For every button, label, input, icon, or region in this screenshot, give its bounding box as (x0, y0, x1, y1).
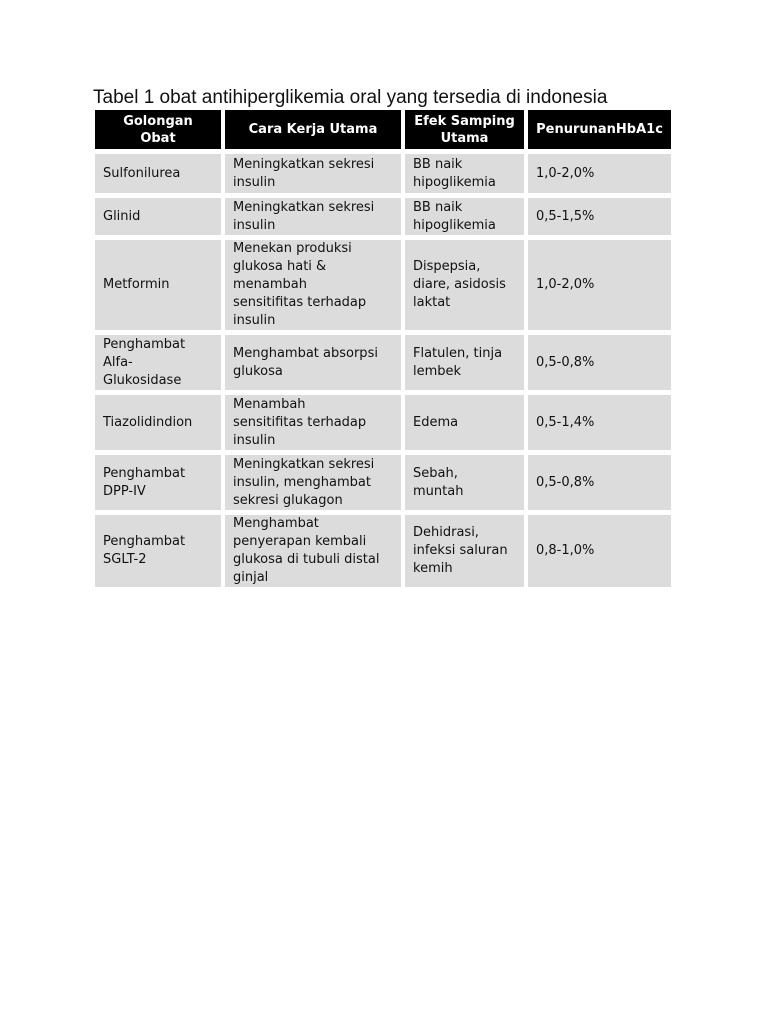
cell-text: 0,5-0,8% (536, 354, 595, 370)
cell-text: 1,0-2,0% (536, 277, 595, 292)
row-glinid-penurunan (528, 198, 671, 235)
row-tiazolidindion-penurunan (528, 395, 671, 450)
header-label: Golongan Obat (123, 113, 193, 146)
row-sulfonilurea-golongan (95, 154, 221, 193)
row-sglt-2-efek (405, 515, 524, 587)
row-alfa-glukosidase-efek (405, 335, 524, 390)
row-sulfonilurea-penurunan (528, 154, 671, 193)
cell-text: Menghambat penyerapan kembali glukosa di tubuli distal ginjal (233, 516, 380, 585)
row-dpp-iv-penurunan (528, 455, 671, 510)
cell-text: Meningkatkan sekresi insulin, menghambat sekresi glukagon (233, 456, 375, 508)
cell-text: Meningkatkan sekresi insulin (233, 156, 375, 190)
row-alfa-glukosidase-golongan (95, 335, 221, 390)
cell-text: Tiazolidindion (103, 414, 193, 430)
row-sglt-2-golongan (95, 515, 221, 587)
row-alfa-glukosidase-cara-kerja (225, 335, 401, 390)
cell-text: Dehidrasi, infeksi saluran kemih (413, 525, 508, 576)
drug-table (95, 110, 671, 587)
row-sulfonilurea-efek (405, 154, 524, 193)
cell-text: 0,5-1,5% (536, 208, 595, 224)
row-tiazolidindion-cara-kerja (225, 395, 401, 450)
row-glinid-efek (405, 198, 524, 235)
row-tiazolidindion-efek (405, 395, 524, 450)
row-metformin-golongan (95, 240, 221, 330)
cell-text: Sulfonilurea (103, 165, 181, 181)
cell-text: Dispepsia, diare, asidosis laktat (413, 259, 506, 310)
row-metformin-efek (405, 240, 524, 330)
cell-text: Menambah sensitifitas terhadap insulin (233, 396, 367, 448)
cell-text: Edema (413, 414, 459, 430)
cell-text: 0,8-1,0% (536, 543, 595, 558)
header-label: PenurunanHbA1c (536, 122, 663, 137)
cell-text: Sebah, muntah (413, 465, 464, 499)
header-label: Efek Samping Utama (414, 113, 515, 146)
row-sulfonilurea-cara-kerja (225, 154, 401, 193)
cell-text: Menekan produksi glukosa hati & menambah sensitifitas terhadap insulin (233, 241, 367, 328)
row-glinid-cara-kerja (225, 198, 401, 235)
table-caption: Tabel 1 obat antihiperglikemia oral yang tersedia di indonesia (93, 87, 608, 108)
cell-text: Penghambat SGLT-2 (103, 534, 186, 567)
cell-text: 0,5-0,8% (536, 474, 595, 490)
cell-text: 0,5-1,4% (536, 414, 595, 430)
row-alfa-glukosidase-penurunan (528, 335, 671, 390)
cell-text: 1,0-2,0% (536, 165, 595, 181)
row-sglt-2-penurunan (528, 515, 671, 587)
row-dpp-iv-efek (405, 455, 524, 510)
header-golongan-obat (95, 110, 221, 149)
cell-text: BB naik hipoglikemia (413, 156, 496, 190)
cell-text: Flatulen, tinja lembek (413, 345, 503, 379)
row-metformin-penurunan (528, 240, 671, 330)
header-penurunan-hba1c (528, 110, 671, 149)
row-sglt-2-cara-kerja (225, 515, 401, 587)
row-dpp-iv-golongan (95, 455, 221, 510)
cell-text: BB naik hipoglikemia (413, 199, 496, 233)
row-glinid-golongan (95, 198, 221, 235)
header-cara-kerja (225, 110, 401, 149)
cell-text: Penghambat DPP-IV (103, 465, 186, 499)
cell-text: Meningkatkan sekresi insulin (233, 199, 375, 233)
cell-text: Glinid (103, 208, 141, 224)
row-tiazolidindion-golongan (95, 395, 221, 450)
cell-text: Penghambat Alfa- Glukosidase (103, 336, 186, 388)
header-label: Cara Kerja Utama (248, 122, 378, 137)
row-metformin-cara-kerja (225, 240, 401, 330)
cell-text: Menghambat absorpsi glukosa (233, 345, 378, 379)
row-dpp-iv-cara-kerja (225, 455, 401, 510)
header-efek-samping (405, 110, 524, 149)
cell-text: Metformin (103, 277, 170, 292)
